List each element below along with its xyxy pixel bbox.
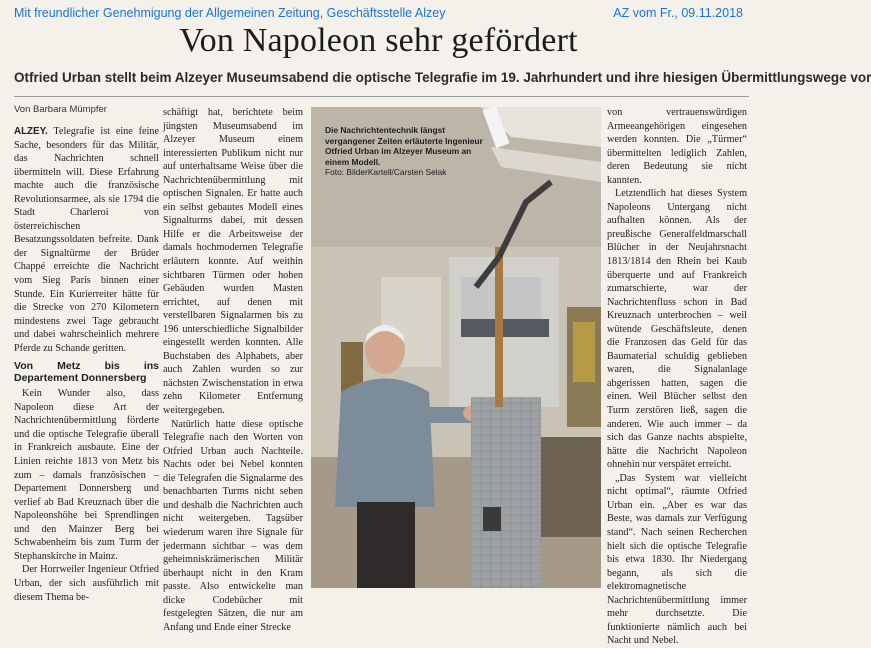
paragraph: schäftigt hat, berichtete beim jüngsten Museumsabend im Alzeyer Museum einem interessierten Publikum nicht nur auf unterhaltsame Weise über die Nachrichtenübermittlung mit optischen Signalen. Er hatte auch ein selbst gebautes Modell eines Signalturms dabei, mit dessen Hilfe er die Arbeitsweise der damals hochmodernen Telegrafie erläutern konnte. Auf weithin sichtbaren Türmen oder hohen Gebäuden wurden Masten errichtet, auf denen mit verstellbaren Signalarmen bis zu 196 unterschiedliche Signalbilder eingestellt werden konnten. Alle Buchstaben des Alphabets, aber auch Zahlen wurden so zur nächsten Zwischenstation in etwa zehn Kilometer Entfernung weitergegeben.: [163, 107, 303, 417]
photo-illustration: [311, 107, 601, 588]
subheading: Von Metz bis ins Departement Donnersberg: [14, 360, 159, 385]
headline: Von Napoleon sehr gefördert: [179, 22, 578, 59]
paragraph: Der Horrweiler Ingenieur Otfried Urban, der sich ausführlich mit diesem Thema be-: [14, 564, 159, 603]
divider: [14, 96, 749, 97]
permission-notice: Mit freundlicher Genehmigung der Allgemeinen Zeitung, Geschäftsstelle Alzey: [14, 6, 446, 20]
paragraph: „Das System war vielleicht nicht optimal“, räumte Otfried Urban ein. „Aber es war das Beste, was damals zur Verfügung stand“. Nach seinen Recherchen hielt sich die optische Telegrafie bis etwa 1830. Ihr Niedergang begann, als sich die elektromagnetische Nachrichtenübermittlung immer mehr durchsetzte. Die funktionierte nämlich auch bei Nacht und Nebel.: [607, 472, 747, 647]
dateline: ALZEY.: [14, 126, 48, 137]
paragraph: Letztendlich hat dieses System Napoleons Untergang nicht aufhalten können. Als der preußische Generalfeldmarschall Blücher in der Neujahrsnacht 1813/1814 den Rhein bei Kaub überquerte und auf Frankreich zumarschierte, war der Nachrichtenfluss schon in Bad Kreuznach unterbrochen – weil wütende Geschäftsleute, denen die Franzosen das Geld für das Baumaterial schuldig geblieben waren, die Signalanlage abgerissen hatten, sagen die einen. Weil Blücher selbst den Turm zerstören ließ, sagen die anderen. Wie auch immer – da sich das Ganze nachts abspielte, hätte die Nachricht Napoleon ohnehin nur verspätet erreicht.: [607, 188, 747, 471]
publication-date: AZ vom Fr., 09.11.2018: [613, 6, 743, 20]
paragraph: Kein Wunder also, dass Napoleon diese Art der Nachrichtenübermittlung förderte und die optische Telegrafie überall in Frankreich ausbaute. Eine der Linien reichte 1813 von Metz bis zum – damals französischen – Departement Donnersberg und verlief ab Bad Kreuznach über die Napoleonshöhe bei Sprendlingen und den Mainzer Berg bei Schwabenheim bis zum Turm der Stephanskirche in Mainz.: [14, 388, 159, 562]
article-photo: [311, 107, 601, 588]
subheadline: Otfried Urban stellt beim Alzeyer Museumsabend die optische Telegrafie im 19. Jahrhundert und ihre hiesigen Übermittlungswege vor: [14, 70, 871, 85]
paragraph: von vertrauenswürdigen Armeeangehörigen eingesehen werden konnten. Die „Türmer“ übermittelten lediglich Zahlen, deren Bedeutung sie nicht kannten.: [607, 107, 747, 186]
paragraph: Natürlich hatte diese optische Telegrafie nach den Worten von Otfried Urban auch Nachteile. Nachts oder bei Nebel konnten die Telegrafen die Signalarme des benachbarten Turms nicht sehen und deshalb die Nachrichten auch nicht weitergeben. Tagsüber wiederum waren ihre Signale für jedermann sichtbar – was dem geheimniskrämerischen Militär überhaupt nicht in den Kram passte. Also entwickelte man dicke Codebücher mit festgelegten Sätzen, die nur am Anfang und Ende einer Strecke: [163, 418, 303, 633]
photo-caption: [325, 125, 495, 178]
byline: Von Barbara Mümpfer: [14, 104, 107, 115]
paragraph-text: Telegrafie ist eine feine Sache, besonders für das Militär, das Nachrichten schnell übermitteln will. Diese Erfahrung machte auch die französische Revolutionsarmee, als sie 1794 die Stadt Charleroi von österreichischen Besatzungssoldaten befreite. Dank der Signaltürme der Brüder Chappé erreichte die Nachricht vom Sieg Paris binnen einer Stunde. Ein Kurierreiter hätte für die Strecke von 270 Kilometern mindestens zwei Tage gebraucht und dabei wahrscheinlich mehrere Pferde zu Schande geritten.: [14, 126, 159, 354]
article-column-2: [163, 106, 303, 634]
article-column-3: [607, 106, 747, 648]
caption-text: Die Nachrichtentechnik längst vergangener Zeiten erläuterte Ingenieur Otfried Urban im Alzeyer Museum an einem Modell.: [325, 125, 483, 167]
paragraph: [14, 125, 159, 355]
photo-credit: Foto: BilderKartell/Carsten Selak: [325, 167, 447, 178]
article-column-1: [14, 125, 159, 604]
